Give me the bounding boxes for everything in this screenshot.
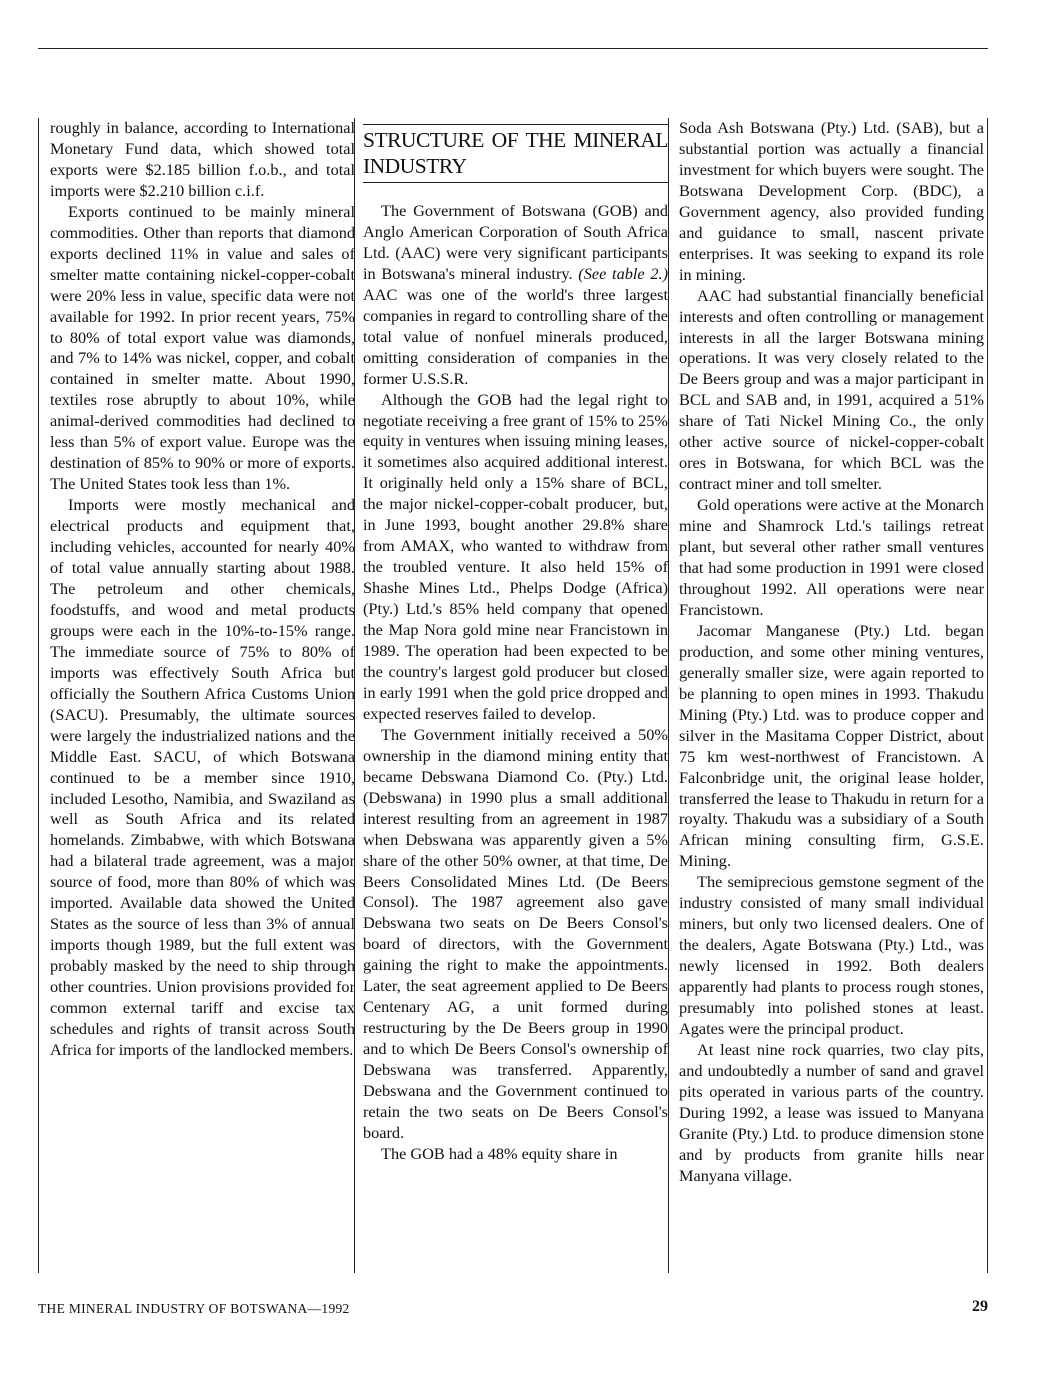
paragraph: Imports were mostly mechanical and electrical products and equipment that, including vehicles, accounted for nearly 40% of total value annually starting about 1988. The petroleum and other chemicals, foodstuffs, and wood and metal products groups were each in the 10%-to-15% range. The immediate source of 75% to 80% of imports was effectively South Africa but officially the Southern Africa Customs Union (SACU). Presumably, the ultimate sources were largely the industrialized nations and the Middle East. SACU, of which Botswana continued to be a member since 1910, included Lesotho, Namibia, and Swaziland as well as South Africa and its related homelands. Zimbabwe, with which Botswana had a bilateral trade agreement, was a major source of food, more than 80% of which was imported. Available data showed the United States as the source of less than 3% of annual imports though 1989, but the full extent was probably masked by the need to ship through other countries. Union provisions provided for common external tariff and excise tax schedules and rights of transit across South Africa for imports of the landlocked members. [50,495,355,1059]
paragraph-text: AAC was one of the world's three largest companies in regard to controlling share of the total value of nonfuel minerals produced, omitting consideration of companies in the former U.S.S.R. [363,284,668,388]
paragraph: At least nine rock quarries, two clay pits, and undoubtedly a number of sand and gravel pits operated in various parts of the country. During 1992, a lease was issued to Manyana Granite (Pty.) Ltd. to produce dimension stone and by products from granite hills near Manyana village. [679,1039,984,1185]
column-rule-left [38,118,39,1273]
column-2 [363,118,668,1165]
column-1 [50,118,355,1061]
section-heading: STRUCTURE OF THE MINERAL INDUSTRY [363,128,668,178]
column-3 [679,118,984,1187]
paragraph: AAC had substantial financially beneficial interests and often controlling or management interests in all the larger Botswana mining operations. It was very closely related to the De Beers group and was a major participant in BCL and SAB and, in 1991, acquired a 51% share of Tati Nickel Mining Co., the only other active source of nickel-copper-cobalt ores in Botswana, for which BCL was the contract miner and toll smelter. [679,285,984,494]
column-rule-right [987,118,988,1273]
paragraph: The semiprecious gemstone segment of the industry consisted of many small individual miners, but only two licensed dealers. One of the dealers, Agate Botswana (Pty.) Ltd., was newly licensed in 1992. Both dealers apparently had plants to process rough stones, presumably into polished stones at least. Agates were the principal product. [679,872,984,1038]
column-rule-2 [668,118,669,1273]
paragraph [363,201,668,390]
running-footer-title: THE MINERAL INDUSTRY OF BOTSWANA—1992 [38,1301,350,1316]
section-heading-box [363,124,668,183]
paragraph: Gold operations were active at the Monarch mine and Shamrock Ltd.'s tailings retreat plant, but several other rather small ventures that had some production in 1991 were closed throughout 1992. All operations were near Francistown. [679,495,984,619]
paragraph: Exports continued to be mainly mineral commodities. Other than reports that diamond exports declined 11% in value and sales of smelter matte containing nickel-copper-cobalt were 20% less in value, specific data were not available for 1992. In prior recent years, 75% to 80% of total export value was diamonds, and 7% to 14% was nickel, copper, and cobalt contained in smelter matte. About 1990, textiles rose abruptly to about 10%, while animal-derived commodities had declined to less than 5% of export value. Europe was the destination of 85% to 90% or more of exports. The United States took less than 1%. [50,201,355,494]
paragraph: Jacomar Manganese (Pty.) Ltd. began production, and some other mining ventures, generally smaller size, were again reported to be planning to open mines in 1993. Thakudu Mining (Pty.) Ltd. was to produce copper and silver in the Masitama Copper District, about 75 km west-northwest of Francistown. A Falconbridge unit, the original lease holder, transferred the lease to Thakudu in return for a royalty. Thakudu was a subsidiary of a South African mining consulting firm, G.S.E. Mining. [679,620,984,871]
paragraph: Although the GOB had the legal right to negotiate receiving a free grant of 15% to 25% equity in ventures when issuing mining leases, it sometimes also acquired additional interest. It originally held only a 15% share of BCL, the major nickel-copper-cobalt producer, but, in June 1993, bought another 29.8% share from AMAX, who wanted to withdraw from the troubled venture. It also held 15% of Shashe Mines Ltd., Phelps Dodge (Africa) (Pty.) Ltd.'s 85% held company that opened the Map Nora gold mine near Francistown in 1989. The operation had been expected to be the country's largest gold producer but closed in early 1991 when the gold price dropped and expected reserves failed to develop. [363,389,668,723]
paragraph: The Government initially received a 50% ownership in the diamond mining entity that became Debswana Diamond Co. (Pty.) Ltd. (Debswana) in 1990 plus a small additional interest resulting from an agreement in 1987 when Debswana was apparently given a 5% share of the other 50% owner, at that time, De Beers Consolidated Mines Ltd. (De Beers Consol). The 1987 agreement also gave Debswana two seats on De Beers Consol's board of directors, with the Government gaining the right to make the appointments. Later, the seat agreement applied to De Beers Centenary AG, a unit formed during restructuring by the De Beers group in 1990 and to which De Beers Consol's ownership of Debswana was transferred. Apparently, Debswana and the Government continued to retain the two seats on De Beers Consol's board. [363,724,668,1142]
paragraph-text: The Government of Botswana (GOB) and Anglo American Corporation of South Africa Ltd. (AAC) were very significant participants in Botswana's mineral industry. [363,201,668,283]
paragraph: roughly in balance, according to International Monetary Fund data, which showed total exports were $2.185 billion f.o.b., and total imports were $2.210 billion c.i.f. [50,118,355,200]
top-rule [38,48,988,49]
paragraph: The GOB had a 48% equity share in [381,1143,618,1163]
table-reference: (See table 2.) [578,263,668,283]
page-number: 29 [972,1298,988,1315]
paragraph: Soda Ash Botswana (Pty.) Ltd. (SAB), but a substantial portion was actually a financial investment for which buyers were sought. The Botswana Development Corp. (BDC), a Government agency, also provided funding and guidance to small, nascent private enterprises. It was seeking to expand its role in mining. [679,118,984,284]
